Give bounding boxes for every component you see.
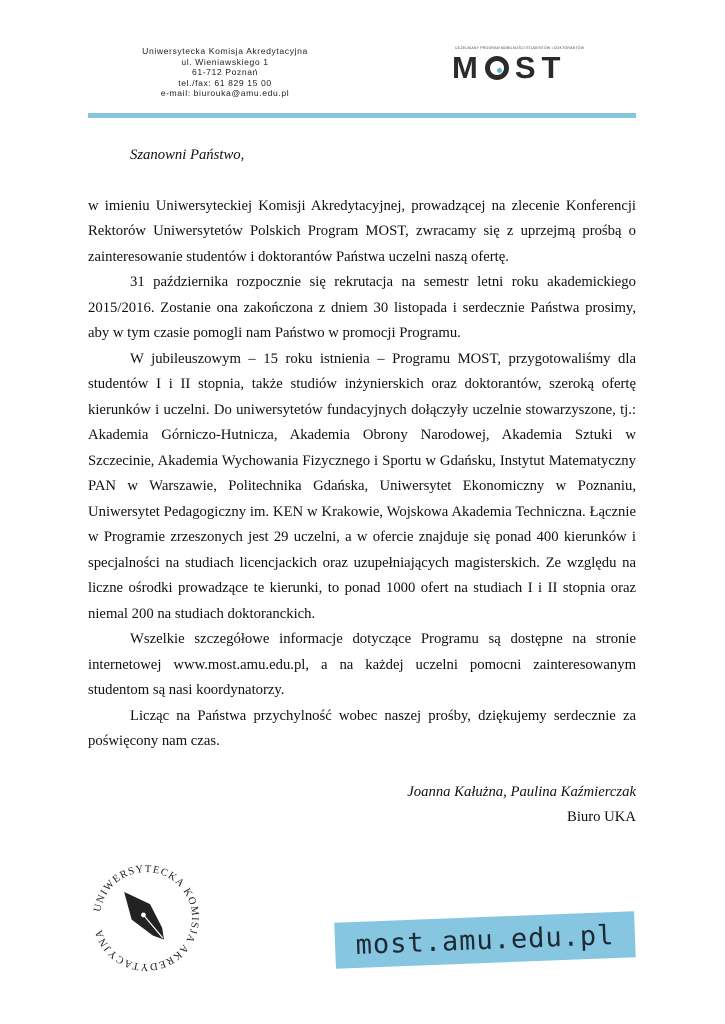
signature-names: Joanna Kałużna, Paulina Kaźmierczak [407, 783, 636, 800]
most-logo-word [452, 51, 582, 85]
header-divider [88, 113, 636, 118]
website-banner [334, 911, 636, 968]
most-logo-letter-m: M [452, 50, 484, 85]
website-url: most.amu.edu.pl [355, 919, 615, 961]
signature-block [88, 780, 636, 831]
sender-address-block [140, 46, 310, 99]
signature-office: Biuro UKA [567, 809, 636, 825]
uka-seal-stamp [86, 858, 206, 978]
most-logo-tagline: UCZELNIANY PROGRAM MOBILNOŚCI STUDENTÓW I DOKTORANTÓW [455, 46, 585, 50]
seal-ring-text: UNIWERSYTECKA KOMISJA AKREDYTACYJNA [92, 863, 201, 973]
paragraph-offer: W jubileuszowym – 15 roku istnienia – Programu MOST, przygotowaliśmy dla studentów I i II stopnia, także studiów inżynierskich oraz doktorantów, szeroką ofertę kierunków i uczelni. Do uniwersytetów fundacyjnych dołączyły uczelnie stowarzyszone, tj.: Akademia Górniczo-Hutnicza, Akademia Obrony Narodowej, Akademia Sztuki w Szczecinie, Akademia Wychowania Fizycznego i Sportu w Gdańsku, Instytut Matematyczny PAN w Warszawie, Politechnika Gdańska, Uniwersytet Ekonomiczny w Poznaniu, Uniwersytet Pedagogiczny im. KEN w Krakowie, Wojskowa Akademia Techniczna. Łącznie w Programie zrzeszonych jest 29 uczelni, a w ofercie znajduje się ponad 400 kierunków i specjalności na studiach licencjackich oraz uzupełniających magisterskich. Ze względu na liczne ośrodki prowadzące te kierunki, to ponad 1000 ofert na studiach I i II stopnia oraz niemal 200 na studiach doktoranckich. [88, 350, 636, 622]
paragraph-information: Wszelkie szczegółowe informacje dotyczące Programu są dostępne na stronie internetowej www.most.amu.edu.pl, a na każdej uczelni pomocni zainteresowanym studentom są nasi koordynatorzy. [88, 631, 636, 698]
fountain-pen-icon [115, 884, 173, 947]
address-line-street: ul. Wieniawskiego 1 [181, 56, 269, 67]
paragraph-intro: w imieniu Uniwersyteckiej Komisji Akredytacyjnej, prowadzącej na zlecenie Konferencji Rektorów Uniwersytetów Polskich Program MOST, zwracamy się z uprzejmą prośbą o zainteresowanie studentów i doktorantów Państwa uczelni naszą ofertę. [88, 197, 636, 265]
letter-body [88, 143, 636, 831]
most-logo [452, 46, 585, 85]
address-line-phone: tel./fax: 61 829 15 00 [178, 77, 272, 88]
most-logo-o-icon [485, 56, 509, 80]
salutation: Szanowni Państwo, [130, 147, 245, 163]
address-line-org: Uniwersytecka Komisja Akredytacyjna [142, 46, 308, 56]
paragraph-thanks: Licząc na Państwa przychylność wobec naszej prośby, dziękujemy serdecznie za poświęcony nam czas. [88, 707, 636, 749]
address-line-email: e-mail: biurouka@amu.edu.pl [160, 88, 290, 99]
paragraph-recruitment: 31 października rozpocznie się rekrutacja na semestr letni roku akademickiego 2015/2016. Zostanie ona zakończona z dniem 30 listopada i serdecznie Państwa prosimy, aby w tym czasie pomogli nam Państwo w promocji Programu. [88, 274, 636, 341]
address-line-city: 61-712 Poznań [191, 67, 259, 78]
most-logo-letters-st: ST [514, 50, 567, 85]
